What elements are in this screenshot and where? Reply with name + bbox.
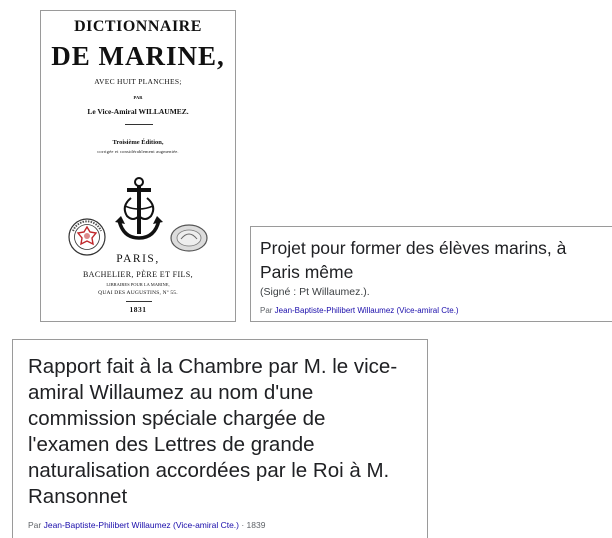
book-title-line-1: DICTIONNAIRE xyxy=(74,18,202,35)
result-title-line: naturalisation accordées par le Roi à M. xyxy=(28,459,390,482)
result-byline xyxy=(28,520,427,530)
book-revised-note: corrigée et considérablement augmentée. xyxy=(97,149,179,154)
book-author: Le Vice-Amiral WILLAUMEZ. xyxy=(87,107,189,116)
book-cover-image[interactable] xyxy=(40,10,236,322)
result-title-line: l'examen des Lettres de grande xyxy=(28,433,315,456)
result-title-line: Ransonnet xyxy=(28,485,128,508)
result-title-line: Paris même xyxy=(260,262,354,282)
seal-stamp-icon xyxy=(169,223,209,253)
book-edition: Troisième Édition, xyxy=(112,139,164,146)
book-par: PAR xyxy=(133,95,143,100)
byline-prefix: Par xyxy=(28,520,44,530)
result-subtitle: (Signé : Pt Willaumez.). xyxy=(260,286,370,298)
book-subtitle: AVEC HUIT PLANCHES; xyxy=(94,77,182,86)
book-publisher-line-2: QUAI DES AUGUSTINS, Nº 55. xyxy=(98,290,178,296)
book-divider xyxy=(125,124,153,125)
book-divider-bottom xyxy=(126,301,152,302)
book-publisher-line-1: LIBRAIRES POUR LA MARINE, xyxy=(106,282,170,287)
result-title-line: amiral Willaumez au nom d'une xyxy=(28,381,314,404)
result-title-line: Projet pour former des élèves marins, à xyxy=(260,238,567,258)
author-link[interactable]: Jean-Baptiste-Philibert Willaumez (Vice-amiral Cte.) xyxy=(43,520,239,530)
byline-prefix: Par xyxy=(260,306,275,315)
result-card[interactable] xyxy=(250,226,612,322)
result-title[interactable] xyxy=(260,236,612,284)
anchor-icon xyxy=(113,176,165,244)
author-link[interactable]: Jean-Baptiste-Philibert Willaumez (Vice-amiral Cte.) xyxy=(274,306,459,315)
result-title-line: Rapport fait à la Chambre par M. le vice- xyxy=(28,355,398,378)
result-card[interactable] xyxy=(12,339,428,538)
library-stamp-icon xyxy=(67,217,107,257)
result-date: · 1839 xyxy=(239,520,266,530)
result-title-line: commission spéciale chargée de xyxy=(28,407,326,430)
book-year: 1831 xyxy=(129,305,147,314)
result-title[interactable] xyxy=(28,354,427,510)
result-byline xyxy=(260,306,612,315)
book-publisher: BACHELIER, PÈRE ET FILS, xyxy=(82,270,194,279)
book-title-line-2: DE MARINE, xyxy=(51,41,225,71)
book-city: PARIS, xyxy=(116,253,160,265)
